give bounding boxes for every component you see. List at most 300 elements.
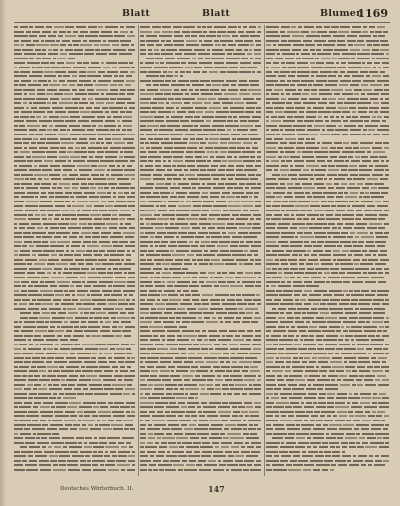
text-word bbox=[187, 165, 195, 167]
text-word bbox=[102, 290, 112, 292]
text-word bbox=[92, 210, 97, 212]
text-word bbox=[184, 169, 188, 171]
text-word bbox=[54, 201, 64, 203]
text-word bbox=[364, 210, 372, 212]
text-word bbox=[223, 393, 226, 395]
text-word bbox=[230, 218, 234, 220]
text-word bbox=[179, 326, 187, 328]
text-word bbox=[105, 120, 116, 122]
text-word bbox=[266, 379, 275, 381]
text-word bbox=[362, 160, 371, 162]
text-word bbox=[266, 411, 279, 413]
text-word bbox=[193, 205, 201, 207]
text-word bbox=[289, 142, 296, 144]
text-word bbox=[83, 62, 89, 64]
text-word bbox=[79, 415, 83, 417]
text-word bbox=[61, 259, 74, 261]
text-word bbox=[59, 428, 68, 430]
header-rule bbox=[14, 22, 390, 23]
running-header bbox=[14, 6, 390, 26]
text-word bbox=[313, 353, 326, 355]
text-word bbox=[147, 366, 154, 368]
text-word bbox=[67, 464, 78, 466]
text-word bbox=[140, 98, 151, 100]
text-word bbox=[194, 303, 201, 305]
text-word bbox=[234, 393, 240, 395]
text-word bbox=[227, 187, 233, 189]
text-word bbox=[21, 451, 32, 453]
text-word bbox=[57, 375, 67, 377]
text-word bbox=[216, 156, 226, 158]
text-word bbox=[140, 111, 149, 113]
text-word bbox=[146, 134, 157, 136]
text-word bbox=[79, 75, 86, 77]
text-word bbox=[140, 330, 150, 332]
text-word bbox=[19, 406, 31, 408]
text-word bbox=[320, 214, 324, 216]
text-word bbox=[209, 138, 218, 140]
text-word bbox=[316, 26, 323, 28]
text-word bbox=[301, 80, 314, 82]
text-word bbox=[64, 388, 72, 390]
text-word bbox=[255, 165, 261, 167]
text-word bbox=[65, 120, 76, 122]
text-word bbox=[327, 428, 338, 430]
text-word bbox=[63, 169, 72, 171]
text-word bbox=[232, 415, 238, 417]
text-word bbox=[329, 31, 337, 33]
text-word bbox=[283, 388, 290, 390]
text-word bbox=[177, 218, 185, 220]
text-word bbox=[184, 428, 193, 430]
text-word bbox=[282, 218, 295, 220]
text-word bbox=[229, 67, 238, 69]
text-word bbox=[363, 196, 369, 198]
text-word bbox=[266, 344, 272, 346]
text-word bbox=[61, 344, 73, 346]
text-word bbox=[385, 353, 389, 355]
text-word bbox=[208, 460, 216, 462]
text-word bbox=[61, 370, 73, 372]
text-word bbox=[345, 160, 349, 162]
text-word bbox=[314, 183, 325, 185]
text-word bbox=[64, 290, 68, 292]
text-word bbox=[59, 102, 73, 104]
text-word bbox=[293, 406, 301, 408]
text-word bbox=[14, 53, 22, 55]
text-word bbox=[85, 35, 97, 37]
text-word bbox=[255, 125, 261, 127]
text-word bbox=[239, 183, 245, 185]
text-word bbox=[249, 424, 253, 426]
text-word bbox=[14, 259, 23, 261]
text-word bbox=[337, 67, 346, 69]
text-word bbox=[266, 348, 277, 350]
text-word bbox=[29, 245, 35, 247]
text-word bbox=[80, 111, 90, 113]
text-word bbox=[266, 428, 273, 430]
text-word bbox=[158, 134, 168, 136]
text-word bbox=[384, 321, 389, 323]
text-word bbox=[122, 165, 126, 167]
text-word bbox=[281, 442, 284, 444]
text-word bbox=[338, 107, 348, 109]
text-word bbox=[190, 138, 195, 140]
text-word bbox=[362, 442, 369, 444]
text-word bbox=[53, 299, 62, 301]
text-word bbox=[179, 446, 184, 448]
text-word bbox=[369, 107, 379, 109]
text-word bbox=[90, 142, 95, 144]
text-word bbox=[243, 142, 253, 144]
text-word bbox=[53, 183, 57, 185]
text-word bbox=[89, 201, 99, 203]
text-word bbox=[92, 353, 97, 355]
text-word bbox=[90, 388, 103, 390]
text-word bbox=[70, 210, 75, 212]
text-word bbox=[331, 312, 343, 314]
text-word bbox=[376, 268, 382, 270]
text-word bbox=[363, 67, 371, 69]
text-word bbox=[140, 254, 144, 256]
text-word bbox=[338, 464, 348, 466]
text-word bbox=[311, 67, 323, 69]
text-word bbox=[386, 317, 389, 319]
text-word bbox=[377, 245, 385, 247]
text-word bbox=[97, 303, 106, 305]
text-word bbox=[152, 26, 161, 28]
text-word bbox=[164, 326, 177, 328]
text-word bbox=[96, 129, 109, 131]
text-word bbox=[343, 142, 349, 144]
text-word bbox=[357, 366, 365, 368]
text-word bbox=[287, 80, 291, 82]
text-word bbox=[318, 272, 322, 274]
text-word bbox=[201, 437, 207, 439]
text-word bbox=[223, 236, 230, 238]
text-word bbox=[186, 464, 195, 466]
text-word bbox=[197, 353, 208, 355]
text-word bbox=[176, 437, 188, 439]
text-word bbox=[92, 415, 98, 417]
text-word bbox=[266, 384, 276, 386]
text-word bbox=[195, 241, 199, 243]
text-word bbox=[276, 290, 281, 292]
text-word bbox=[371, 277, 384, 279]
text-word bbox=[126, 111, 132, 113]
text-word bbox=[250, 129, 257, 131]
text-word bbox=[34, 375, 40, 377]
text-word bbox=[287, 116, 293, 118]
text-word bbox=[319, 393, 326, 395]
text-word bbox=[250, 415, 258, 417]
text-word bbox=[79, 236, 83, 238]
text-word bbox=[300, 339, 303, 341]
text-word bbox=[101, 236, 108, 238]
text-word bbox=[365, 192, 368, 194]
text-word bbox=[152, 420, 165, 422]
text-word bbox=[281, 93, 284, 95]
text-word bbox=[239, 227, 251, 229]
text-word bbox=[239, 156, 249, 158]
text-word bbox=[94, 218, 102, 220]
text-word bbox=[25, 442, 35, 444]
text-word bbox=[333, 71, 338, 73]
text-word bbox=[123, 116, 131, 118]
text-word bbox=[249, 411, 258, 413]
text-word bbox=[215, 294, 229, 296]
text-word bbox=[57, 58, 66, 60]
text-word bbox=[278, 272, 282, 274]
text-word bbox=[363, 26, 367, 28]
text-word bbox=[162, 437, 174, 439]
text-word bbox=[94, 370, 102, 372]
text-word bbox=[98, 187, 103, 189]
text-word bbox=[309, 326, 317, 328]
header-right-word: Blumen bbox=[320, 8, 364, 19]
text-word bbox=[285, 58, 294, 60]
text-word bbox=[242, 335, 253, 337]
text-word bbox=[37, 227, 43, 229]
text-word bbox=[55, 415, 69, 417]
text-word bbox=[151, 308, 156, 310]
text-word bbox=[65, 294, 70, 296]
text-word bbox=[95, 49, 99, 51]
text-word bbox=[32, 254, 36, 256]
text-word bbox=[347, 205, 350, 207]
text-word bbox=[79, 406, 91, 408]
text-word bbox=[47, 263, 55, 265]
text-word bbox=[328, 201, 333, 203]
text-word bbox=[249, 26, 256, 28]
text-word bbox=[359, 35, 371, 37]
text-word bbox=[214, 263, 224, 265]
text-word bbox=[333, 236, 346, 238]
text-word bbox=[71, 348, 83, 350]
text-word bbox=[171, 138, 181, 140]
text-word bbox=[153, 174, 162, 176]
text-word bbox=[384, 89, 389, 91]
text-word bbox=[360, 308, 373, 310]
text-word bbox=[77, 290, 88, 292]
text-word bbox=[107, 272, 112, 274]
text-word bbox=[195, 361, 204, 363]
text-word bbox=[355, 151, 365, 153]
text-word bbox=[62, 40, 70, 42]
text-word bbox=[227, 281, 235, 283]
text-word bbox=[197, 26, 201, 28]
text-word bbox=[316, 80, 327, 82]
text-word bbox=[84, 411, 96, 413]
text-word bbox=[51, 254, 58, 256]
text-word bbox=[230, 250, 242, 252]
text-word bbox=[291, 326, 295, 328]
text-word bbox=[130, 428, 135, 430]
text-word bbox=[280, 393, 292, 395]
text-word bbox=[162, 26, 171, 28]
text-word bbox=[115, 308, 123, 310]
text-word bbox=[73, 67, 86, 69]
text-word bbox=[155, 303, 165, 305]
text-word bbox=[46, 151, 57, 153]
text-word bbox=[313, 196, 325, 198]
text-word bbox=[271, 120, 281, 122]
text-word bbox=[331, 379, 335, 381]
text-word bbox=[266, 460, 279, 462]
text-word bbox=[72, 299, 78, 301]
text-word bbox=[316, 62, 324, 64]
text-word bbox=[367, 227, 377, 229]
text-word bbox=[222, 160, 226, 162]
text-word bbox=[74, 254, 81, 256]
text-word bbox=[266, 464, 270, 466]
text-word bbox=[42, 303, 53, 305]
text-word bbox=[54, 26, 64, 28]
text-word bbox=[70, 353, 76, 355]
text-word bbox=[214, 147, 228, 149]
text-word bbox=[369, 111, 373, 113]
text-word bbox=[110, 147, 121, 149]
text-word bbox=[266, 420, 278, 422]
text-word bbox=[254, 254, 259, 256]
text-word bbox=[65, 26, 73, 28]
text-word bbox=[182, 98, 195, 100]
text-word bbox=[237, 281, 240, 283]
text-word bbox=[108, 303, 117, 305]
text-word bbox=[113, 245, 123, 247]
text-word bbox=[91, 111, 103, 113]
text-word bbox=[67, 80, 77, 82]
text-word bbox=[14, 335, 23, 337]
text-word bbox=[188, 232, 196, 234]
text-word bbox=[316, 420, 322, 422]
text-word bbox=[90, 312, 94, 314]
text-word bbox=[297, 277, 301, 279]
text-word bbox=[155, 285, 165, 287]
text-word bbox=[221, 196, 225, 198]
text-word bbox=[246, 102, 258, 104]
text-word bbox=[123, 420, 133, 422]
text-word bbox=[236, 259, 248, 261]
text-word bbox=[226, 370, 231, 372]
text-word bbox=[197, 165, 209, 167]
text-word bbox=[14, 366, 18, 368]
text-word bbox=[298, 26, 303, 28]
text-word bbox=[188, 178, 198, 180]
text-word bbox=[288, 259, 297, 261]
text-word bbox=[99, 375, 113, 377]
text-word bbox=[357, 102, 371, 104]
text-word bbox=[266, 259, 273, 261]
text-word bbox=[171, 151, 184, 153]
text-word bbox=[19, 303, 27, 305]
text-word bbox=[380, 250, 388, 252]
text-word bbox=[14, 120, 24, 122]
text-word bbox=[86, 375, 97, 377]
text-word bbox=[300, 210, 305, 212]
text-word bbox=[309, 294, 321, 296]
text-word bbox=[201, 348, 208, 350]
text-word bbox=[103, 317, 109, 319]
text-word bbox=[140, 160, 147, 162]
text-word bbox=[66, 245, 69, 247]
text-word bbox=[173, 393, 183, 395]
text-word bbox=[381, 192, 388, 194]
text-word bbox=[35, 214, 40, 216]
text-word bbox=[86, 250, 91, 252]
text-word bbox=[140, 402, 154, 404]
text-word bbox=[245, 415, 249, 417]
text-line bbox=[14, 467, 136, 471]
text-word bbox=[212, 223, 225, 225]
text-word bbox=[160, 62, 164, 64]
text-word bbox=[250, 35, 259, 37]
text-word bbox=[114, 31, 118, 33]
text-word bbox=[266, 339, 278, 341]
text-word bbox=[206, 84, 211, 86]
text-word bbox=[66, 366, 80, 368]
text-word bbox=[360, 98, 368, 100]
text-word bbox=[178, 205, 191, 207]
text-word bbox=[165, 411, 170, 413]
text-word bbox=[130, 344, 135, 346]
text-word bbox=[166, 353, 179, 355]
text-word bbox=[215, 384, 220, 386]
text-word bbox=[47, 210, 60, 212]
text-word bbox=[104, 353, 112, 355]
text-word bbox=[84, 442, 88, 444]
text-word bbox=[140, 201, 146, 203]
text-word bbox=[42, 218, 47, 220]
text-word bbox=[166, 120, 179, 122]
text-word bbox=[353, 420, 361, 422]
text-word bbox=[127, 218, 135, 220]
text-word bbox=[79, 428, 88, 430]
text-word bbox=[109, 165, 116, 167]
text-word bbox=[69, 402, 81, 404]
text-word bbox=[252, 116, 261, 118]
text-word bbox=[244, 250, 248, 252]
text-word bbox=[89, 196, 99, 198]
text-word bbox=[271, 67, 280, 69]
text-word bbox=[271, 116, 277, 118]
text-word bbox=[50, 44, 58, 46]
text-word bbox=[256, 218, 261, 220]
text-word bbox=[227, 53, 232, 55]
text-word bbox=[374, 308, 385, 310]
text-word bbox=[129, 107, 135, 109]
text-word bbox=[345, 89, 352, 91]
text-word bbox=[371, 187, 377, 189]
text-word bbox=[280, 420, 293, 422]
text-word bbox=[14, 339, 26, 341]
text-word bbox=[230, 285, 243, 287]
text-word bbox=[298, 89, 302, 91]
text-word bbox=[96, 53, 107, 55]
text-word bbox=[282, 134, 295, 136]
text-word bbox=[61, 210, 68, 212]
text-word bbox=[379, 156, 387, 158]
text-word bbox=[266, 169, 272, 171]
text-word bbox=[306, 223, 312, 225]
text-word bbox=[285, 353, 298, 355]
text-word bbox=[222, 259, 235, 261]
text-word bbox=[352, 26, 361, 28]
text-word bbox=[347, 460, 351, 462]
text-word bbox=[347, 187, 361, 189]
text-word bbox=[77, 62, 82, 64]
text-word bbox=[154, 433, 164, 435]
